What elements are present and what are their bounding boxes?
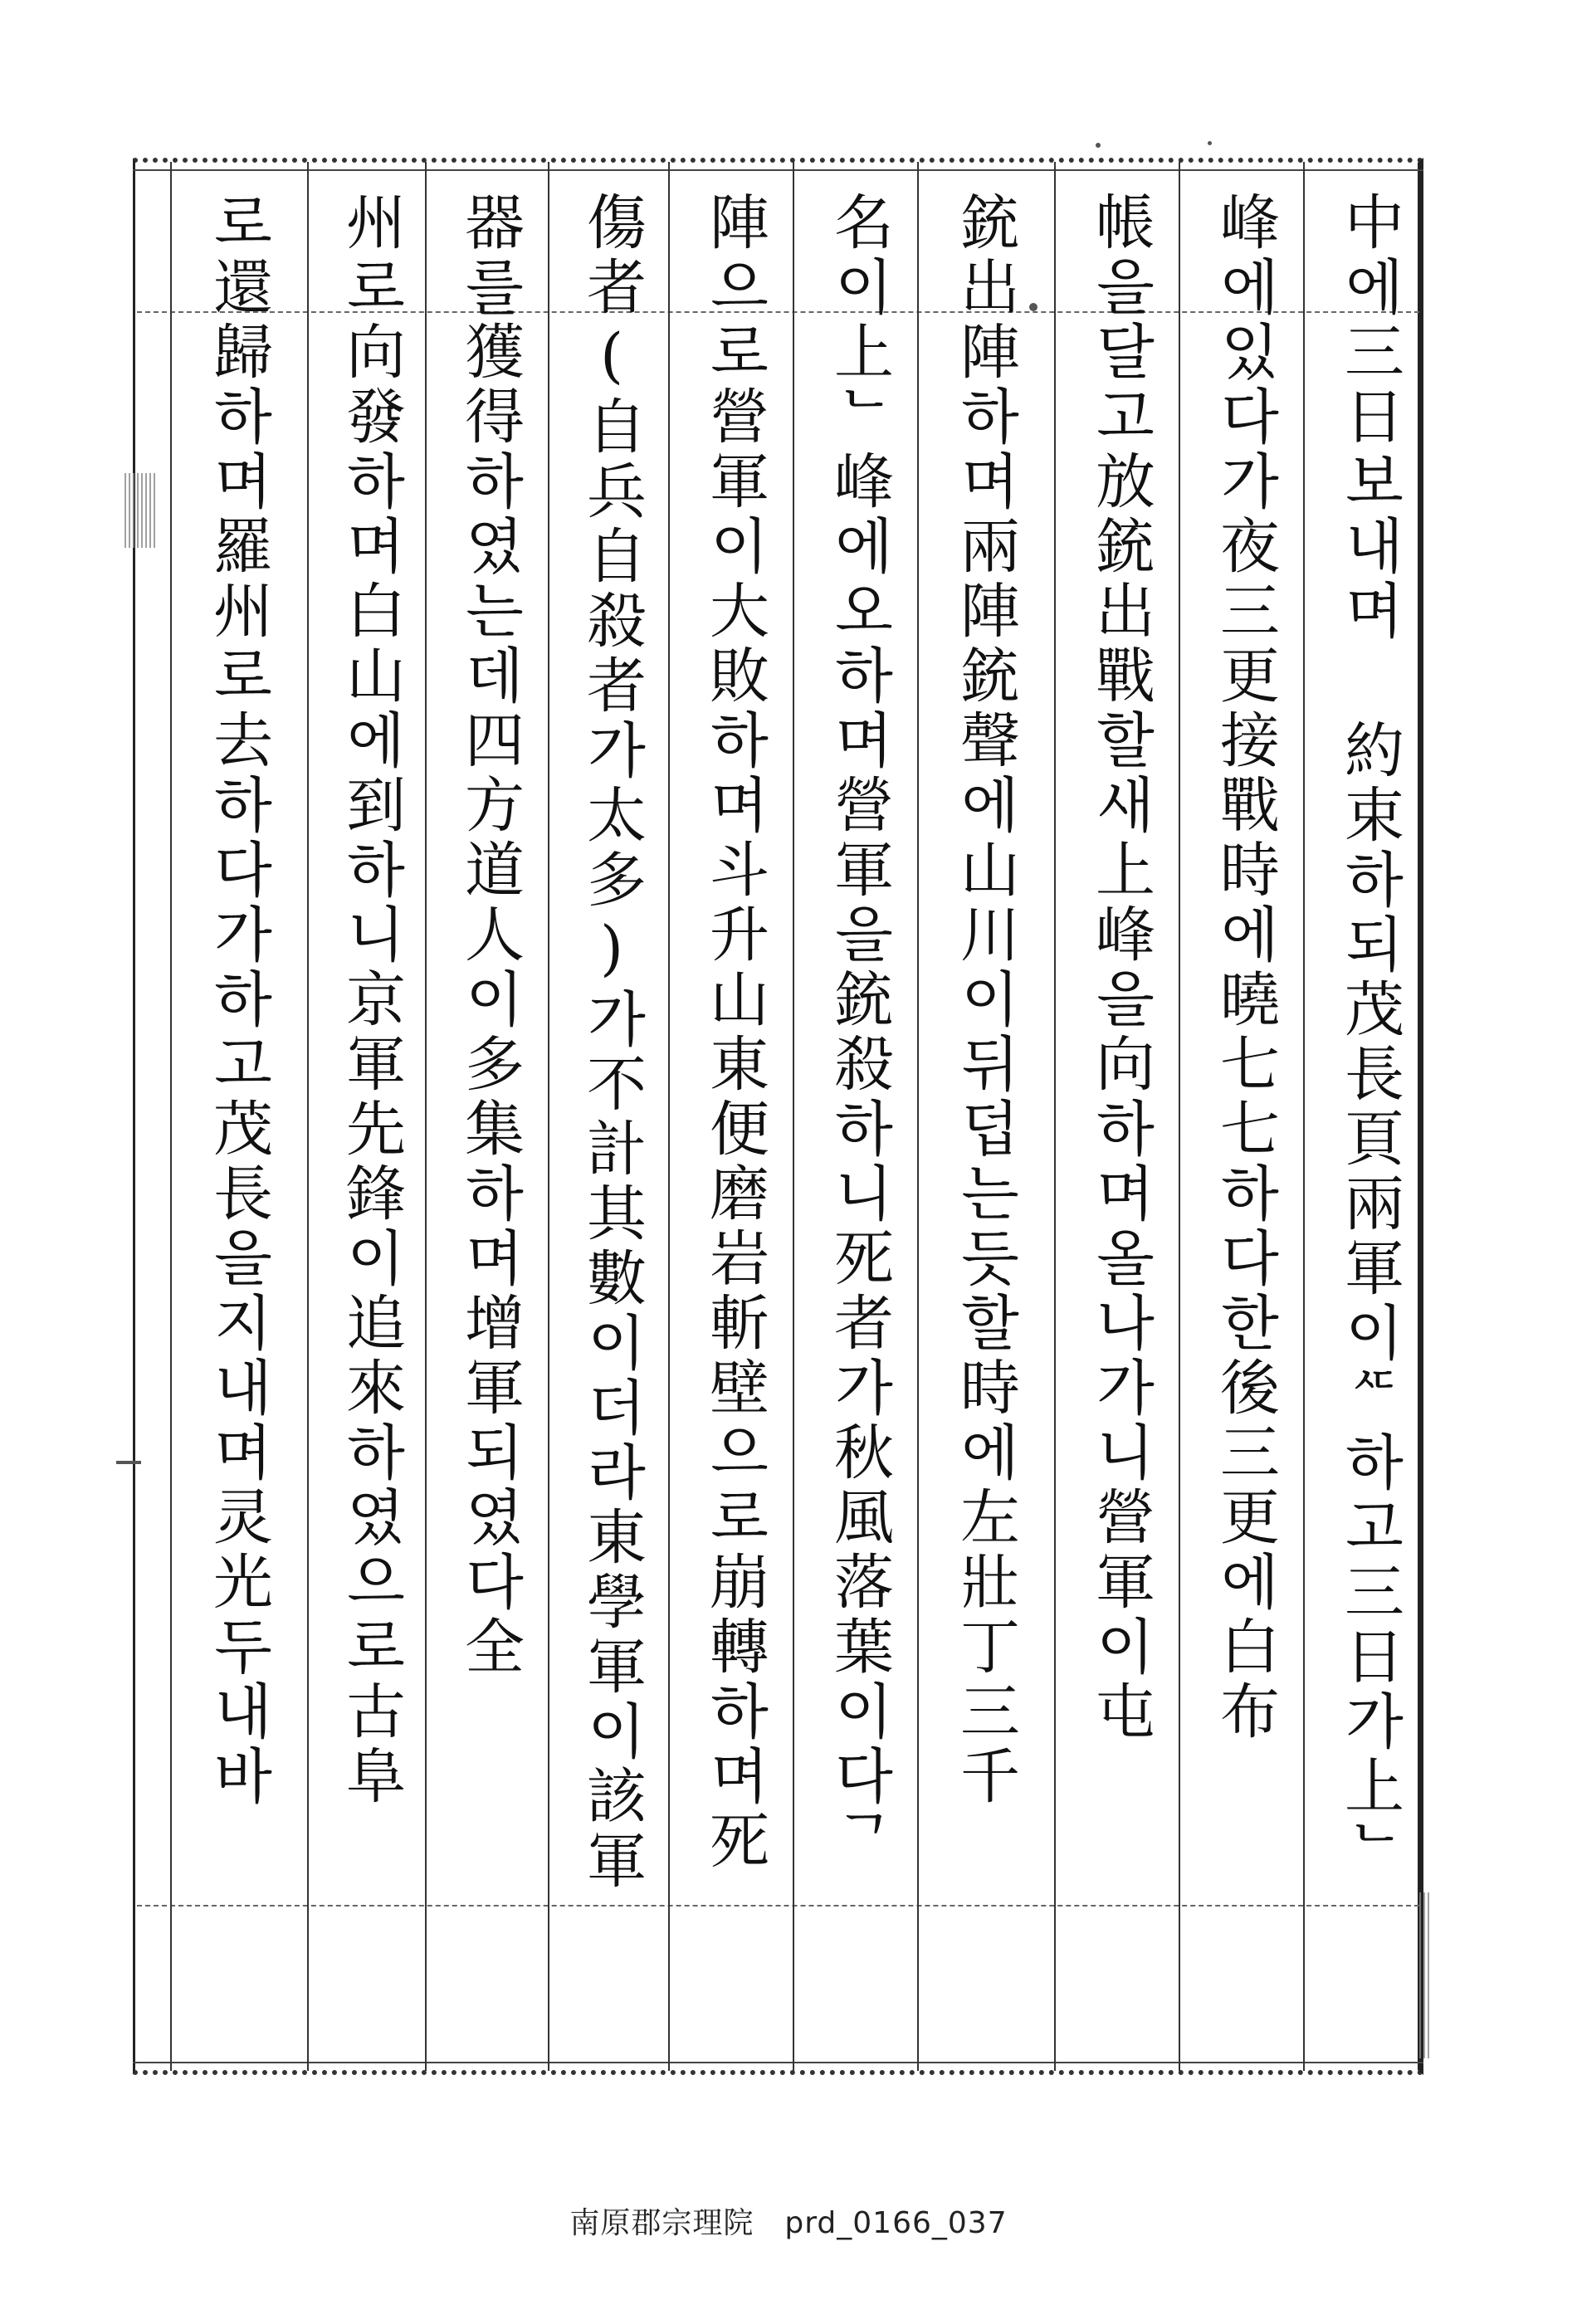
column-rule (1054, 162, 1056, 2071)
text-column: 州로向發하며白山에到하니京軍先鋒이追來하였으로古阜 (336, 191, 406, 1809)
column-rule (170, 162, 172, 2071)
text-column: 陣으로營軍이大敗하며斗升山東便磨岩斬壁으로崩轉하며死 (700, 191, 769, 1874)
scan-speck (1208, 141, 1212, 145)
text-column: 器를獲得하였는데四方道人이多集하며增軍되였다全 (455, 191, 525, 1680)
scan-speck (1096, 143, 1101, 148)
text-column: 名이上ᄂ峰에오하며營軍을銃殺하니死者가秋風落葉이다ᄀ (824, 191, 894, 1874)
scan-speck (1029, 303, 1038, 311)
text-column: 峰에있다가夜三更接戰時에曉七七하다한後三更에白布 (1210, 191, 1280, 1745)
text-column: 中에三日보내며 約束하되茂長頁兩軍이ᄯ하고三日가上ᄂ (1335, 191, 1404, 1884)
text-column: 로還歸하며羅州로去하다가하고茂長을지내며灵光두내바 (203, 191, 273, 1809)
scan-speck (116, 1461, 141, 1464)
frame-bottom-rule (133, 2062, 1423, 2063)
page-footer: 南原郡宗理院 prd_0166_037 (569, 2206, 1008, 2240)
scan-smudge (1419, 1892, 1431, 2058)
text-column: 銃出陣하며兩陣銃聲에山川이뒤덥는듯할時에左壯丁三千 (950, 191, 1020, 1809)
text-column: 帳을달고放銃出戰할새上峰을向하며올나가니營軍이屯 (1086, 191, 1155, 1745)
scan-smudge (124, 473, 158, 548)
text-column: 傷者(自兵自殺者가太多)가不計其數이더라東學軍이該軍 (577, 191, 647, 1894)
frame-top-rule (133, 169, 1423, 171)
